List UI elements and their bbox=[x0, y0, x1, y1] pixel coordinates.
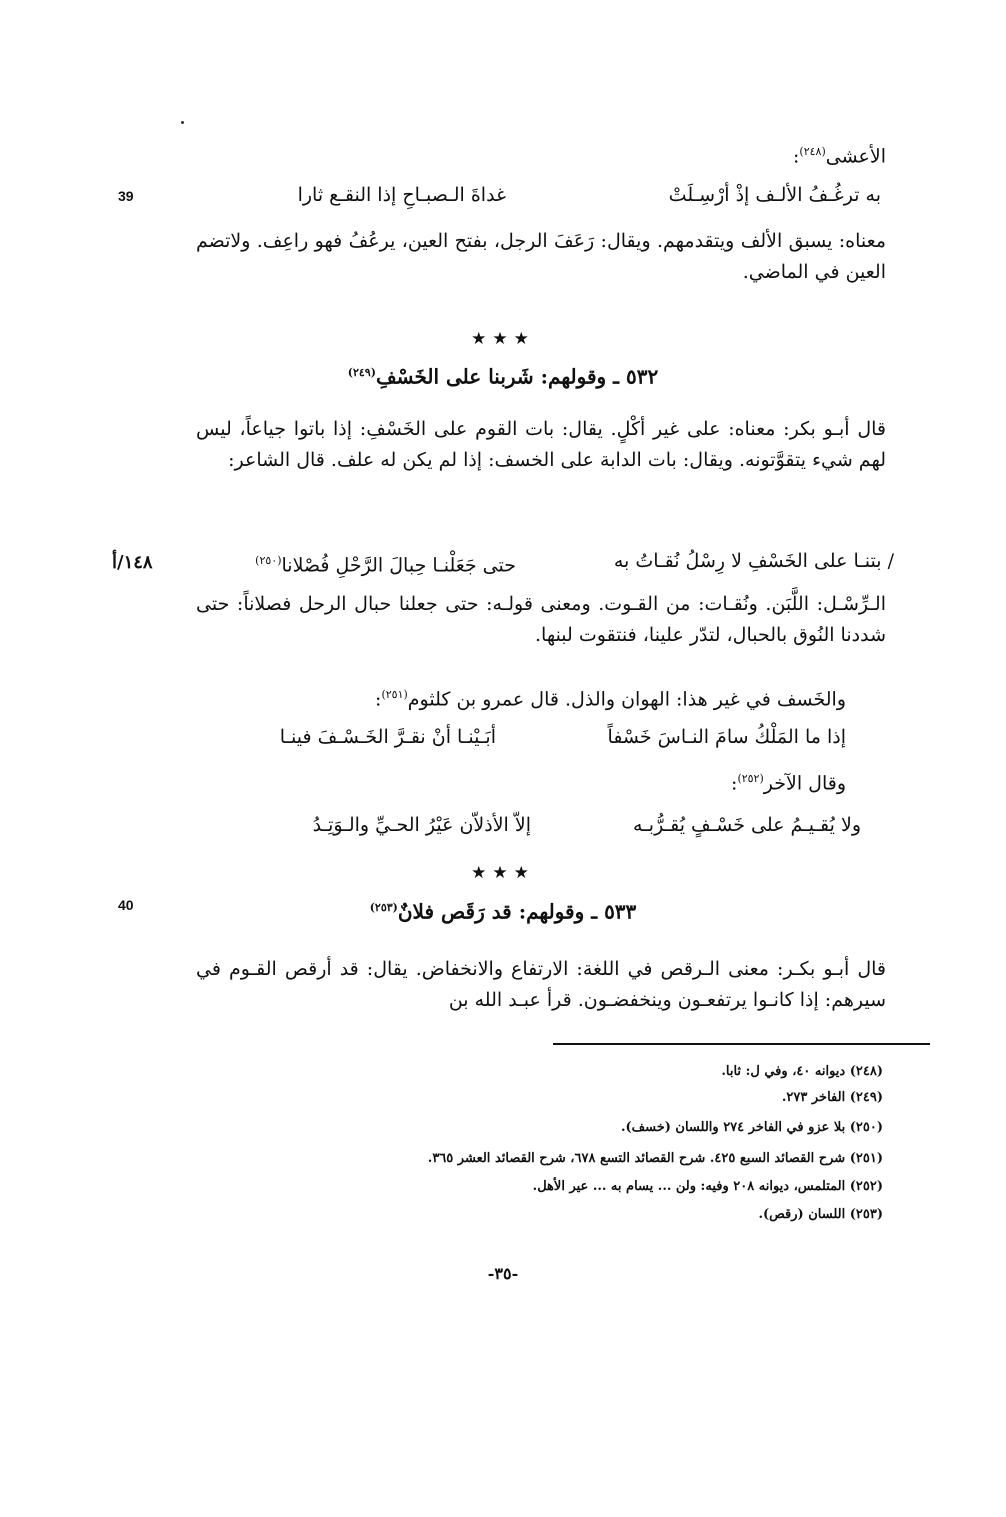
entry-heading bbox=[0, 893, 1006, 927]
paragraph-text: والخَسف في غير هذا: الهوان والذل. قال عمرو بن كلثوم bbox=[407, 688, 846, 711]
verse-hemistich-second: أبَـيْنـا أنْ نقـرَّ الخَـسْـفَ فينـا bbox=[279, 726, 496, 748]
entry-heading-text: ٥٣٢ ـ وقولهم: شَربنا على الخَسْفِ bbox=[375, 364, 659, 389]
section-separator: ★★★ bbox=[471, 329, 535, 349]
verse-hemistich-first: إذا ما المَلْكُ سامَ النـاسَ خَسْفاً bbox=[607, 726, 846, 748]
footnote: (٢٥٠) بلا عزو في الفاخر ٢٧٤ واللسان (خسف). bbox=[620, 1120, 883, 1135]
footnote: (٢٤٩) الفاخر ٢٧٣. bbox=[781, 1090, 883, 1105]
scan-speck bbox=[181, 121, 184, 124]
footnote: (٢٥٣) اللسان (رقص). bbox=[758, 1207, 883, 1222]
margin-page-number: 39 bbox=[118, 188, 134, 204]
entry-heading bbox=[0, 358, 1006, 392]
footnote-separator bbox=[553, 1043, 930, 1045]
verse-hemistich-second: غداةَ الـصبـاحِ إذا النقـع ثارا bbox=[297, 184, 506, 206]
footnote: (٢٤٨) ديوانه ٤٠، وفي ل: ثابا. bbox=[721, 1064, 883, 1079]
footnote: (٢٥٢) المتلمس، ديوانه ٢٠٨ وفيه: ولن ... يسام به ... عير الأهل. bbox=[532, 1179, 883, 1194]
paragraph-colon: : bbox=[731, 772, 738, 795]
paragraph bbox=[731, 764, 846, 798]
verse-hemistich-second: إلاّ الأذلاّن عَيْرُ الحـيِّ والـوَتِـدُ bbox=[312, 814, 531, 836]
paragraph-text: وقال الآخر bbox=[763, 772, 846, 795]
footnote: (٢٥١) شرح القصائد السبع ٤٢٥. شرح القصائد التسع ٦٧٨، شرح القصائد العشر ٣٦٥. bbox=[427, 1151, 883, 1166]
paragraph: قال أبـو بكر: معناه: على غير أكْلٍ. يقال: بات القوم على الخَسْفِ: إذا باتوا جياعاً، ليس لهم شيء يتقوَّتونه. ويقال: بات الدابة على الخسف: إذا لم يكن له علف. قال الشاعر: bbox=[196, 418, 886, 471]
verse-hemistich-second bbox=[255, 546, 516, 580]
verse-hemistich-first: به ترغُـفُ الألـف إذْ أرْسِـلَتْ bbox=[668, 184, 881, 206]
footnote-ref: (٢٥٢) bbox=[737, 772, 764, 785]
page-number: -٣٥- bbox=[487, 1264, 519, 1283]
paragraph bbox=[375, 680, 846, 714]
margin-folio-reference: ١٤٨/أ bbox=[112, 552, 153, 573]
footnote-ref: (٢٥١) bbox=[381, 688, 408, 701]
footnote-ref: (٢٤٨) bbox=[799, 145, 826, 158]
margin-page-number: 40 bbox=[118, 897, 134, 913]
paragraph: قال أبـو بكـر: معنى الـرقص في اللغة: الارتفاع والانخفاض. يقال: قد أرقص القـوم في سيرهم: إذا كانـوا يرتفعـون وينخفضـون. قرأ عبـد الله بن bbox=[196, 958, 886, 1011]
paragraph-colon: : bbox=[375, 688, 382, 711]
paragraph: معناه: يسبق الألف ويتقدمهم. ويقال: رَعَفَ الرجل، بفتح العين، يرعُفُ فهو راعِف. ولاتضم العين في الماضي. bbox=[196, 230, 886, 283]
entry-heading-text: ٥٣٣ ـ وقولهم: قد رَقَص فلانٌ bbox=[397, 899, 637, 924]
verse-text: حتى جَعَلْنـا حِبالَ الرَّحْلِ فُصْلانا bbox=[281, 554, 516, 577]
verse-hemistich-first: ولا يُقـيـمُ على خَسْـفٍ يُقـرُّبـه bbox=[633, 814, 861, 836]
intro-text: الأعشى bbox=[825, 145, 886, 168]
verse-hemistich-first: / بتنـا على الخَسْفِ لا رِسْلُ نُقـاتُ به bbox=[613, 550, 894, 572]
intro-colon: : bbox=[793, 145, 800, 168]
section-separator: ★★★ bbox=[471, 863, 535, 883]
paragraph: الـرِّسْـل: اللَّبَن. ونُقـات: من القـوت. ومعنى قولـه: حتى جعلنا حبال الرحل فصلاناً: حتى شددنا النُوق بالحبال، لتدّر علينا، فنتقوت لبنها. bbox=[196, 593, 886, 646]
footnote-ref: (٢٥٣) bbox=[369, 901, 398, 914]
footnote-ref: (٢٥٠) bbox=[255, 554, 282, 567]
footnote-ref: (٢٤٩) bbox=[347, 366, 376, 379]
intro-line bbox=[793, 137, 886, 171]
